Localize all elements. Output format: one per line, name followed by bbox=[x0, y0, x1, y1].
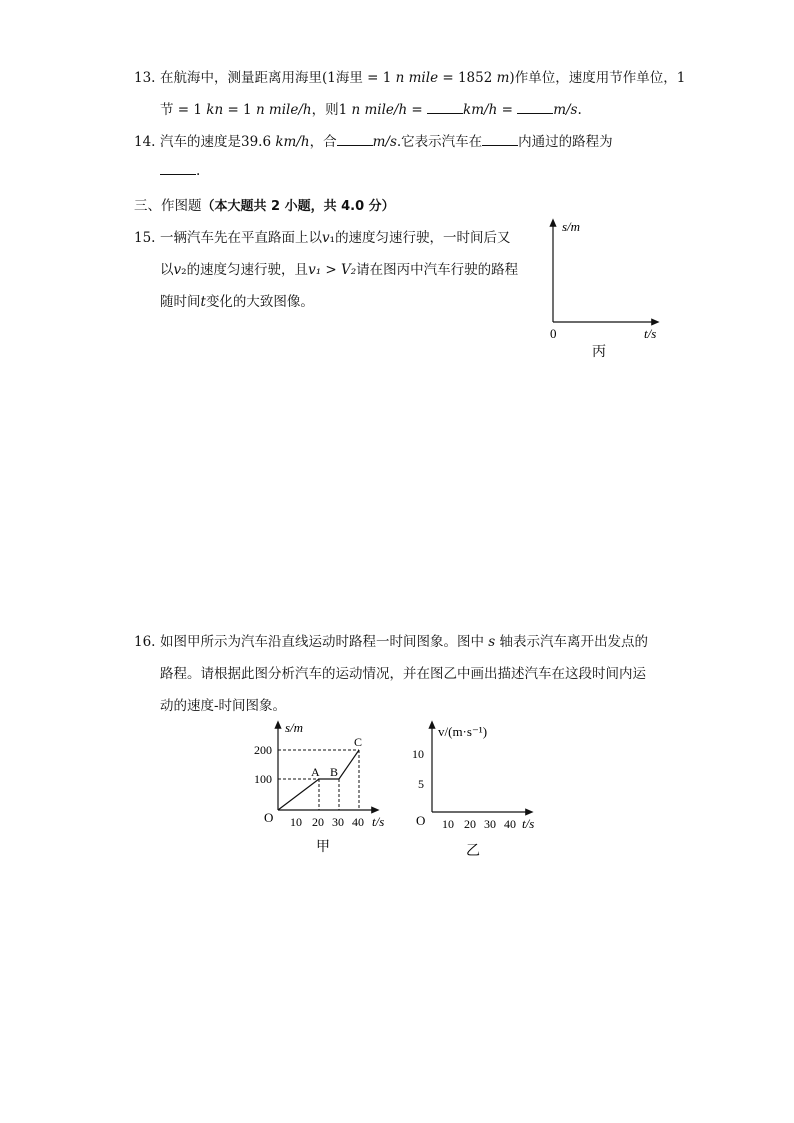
q15-text: 一辆汽车先在平直路面上以 bbox=[160, 230, 322, 246]
q13-unit: kn bbox=[206, 102, 224, 118]
q15-line1 bbox=[134, 226, 511, 246]
graph-caption: 甲 bbox=[316, 840, 330, 855]
q15-text: 请在图丙中汽车行驶的路程 bbox=[356, 262, 519, 278]
y-axis-label: s/m bbox=[562, 219, 581, 234]
point-B: B bbox=[330, 765, 339, 779]
y-tick: 10 bbox=[412, 747, 424, 761]
x-axis-label: t/s bbox=[644, 326, 657, 341]
q15-text: 的速度匀速行驶，一时间后又 bbox=[335, 230, 511, 246]
answer-blank[interactable] bbox=[337, 133, 373, 146]
q14-unit: km/h bbox=[275, 134, 310, 150]
section-info: （本大题共 2 小题，共 4.0 分） bbox=[201, 199, 395, 214]
q13-number: 13. bbox=[134, 70, 156, 86]
x-axis-label: t/s bbox=[522, 816, 535, 831]
q15-inequality: v₁ > V₂ bbox=[308, 262, 357, 278]
q14-text: ，合 bbox=[309, 134, 337, 150]
q13-text: )作单位，速度用节作单位，1 bbox=[509, 70, 686, 86]
q13-line1 bbox=[134, 66, 685, 86]
x-tick: 30 bbox=[332, 815, 344, 829]
x-tick: 20 bbox=[464, 817, 476, 831]
q13-text: = bbox=[407, 102, 428, 118]
origin-label: 0 bbox=[550, 326, 557, 341]
q14-text: .它表示汽车在 bbox=[396, 134, 483, 150]
q16-line2 bbox=[160, 662, 646, 682]
x-tick: 10 bbox=[290, 815, 302, 829]
q15-text: 随时间 bbox=[160, 294, 201, 310]
q16-line3 bbox=[160, 694, 286, 714]
graph-caption: 乙 bbox=[466, 844, 480, 859]
x-tick: 40 bbox=[352, 815, 364, 829]
x-tick: 40 bbox=[504, 817, 516, 831]
x-tick: 10 bbox=[442, 817, 454, 831]
x-axis-label: t/s bbox=[372, 814, 385, 829]
q13-unit: m/s bbox=[553, 102, 578, 118]
point-C: C bbox=[354, 735, 363, 749]
q15-text: 以 bbox=[160, 262, 174, 278]
q13-text: = bbox=[497, 102, 518, 118]
answer-blank[interactable] bbox=[160, 162, 196, 175]
q16-text: 轴表示汽车离开出发点的 bbox=[495, 634, 649, 650]
q16-text: 如图甲所示为汽车沿直线运动时路程一时间图象。图中 bbox=[160, 634, 489, 650]
q14-line2 bbox=[160, 162, 200, 179]
q15-sub: ₂ bbox=[181, 262, 187, 278]
q16-text: 动的速度-时间图象。 bbox=[160, 698, 287, 714]
q13-text: 在航海中，测量距离用海里(1海里 bbox=[160, 70, 363, 86]
y-tick: 5 bbox=[418, 777, 424, 791]
graph-caption: 丙 bbox=[592, 345, 606, 360]
q16-number: 16. bbox=[134, 634, 156, 650]
origin-label: O bbox=[416, 813, 426, 828]
answer-blank[interactable] bbox=[482, 133, 518, 146]
section-heading bbox=[134, 194, 395, 214]
y-tick: 100 bbox=[254, 772, 272, 786]
y-tick: 200 bbox=[254, 743, 272, 757]
q15-line2 bbox=[160, 258, 518, 278]
q13-text: = 1852 bbox=[438, 70, 497, 86]
answer-blank[interactable] bbox=[427, 101, 463, 114]
q15-text: 的速度匀速行驶，且 bbox=[186, 262, 309, 278]
q14-text: . bbox=[196, 163, 201, 179]
q16-text: 路程。请根据此图分析汽车的运动情况，并在图乙中画出描述汽车在这段时间内运 bbox=[160, 666, 646, 682]
q13-unit: n mile bbox=[395, 70, 439, 86]
q13-line2 bbox=[160, 98, 582, 118]
q13-text: = 1 bbox=[362, 70, 396, 86]
q13-unit: n mile/h bbox=[255, 102, 312, 118]
origin-label: O bbox=[264, 810, 274, 825]
graph-jia bbox=[252, 716, 402, 858]
q13-text: = 1 bbox=[223, 102, 256, 118]
point-A: A bbox=[311, 765, 320, 779]
graph-yi bbox=[410, 716, 550, 862]
q14-unit: m/s bbox=[372, 134, 397, 150]
q13-text: . bbox=[577, 102, 582, 118]
q14-text: 内通过的路程为 bbox=[518, 134, 613, 150]
q15-text: 变化的大致图像。 bbox=[205, 294, 314, 310]
q15-var: v bbox=[322, 230, 330, 246]
q16-var: s bbox=[488, 634, 496, 650]
x-tick: 20 bbox=[312, 815, 324, 829]
q13-unit: m bbox=[496, 70, 510, 86]
q15-number: 15. bbox=[134, 230, 156, 246]
y-axis-label: v/(m·s⁻¹) bbox=[438, 724, 488, 739]
x-tick: 30 bbox=[484, 817, 496, 831]
q15-var: v bbox=[173, 262, 182, 278]
y-axis-label: s/m bbox=[285, 720, 304, 735]
q15-line3 bbox=[160, 290, 314, 310]
q14-line1 bbox=[134, 130, 613, 150]
q16-line1 bbox=[134, 630, 648, 650]
graph-bing bbox=[540, 214, 670, 364]
q13-text: 节 = 1 bbox=[160, 102, 207, 118]
q14-text: 汽车的速度是39.6 bbox=[160, 134, 276, 150]
q13-text: ，则1 bbox=[311, 102, 352, 118]
q15-var: t bbox=[200, 294, 206, 310]
section-title: 三、作图题 bbox=[134, 198, 202, 214]
answer-blank[interactable] bbox=[517, 101, 553, 114]
q13-unit: km/h bbox=[463, 102, 498, 118]
q14-number: 14. bbox=[134, 134, 156, 150]
q15-sub: ₁ bbox=[329, 230, 336, 246]
q13-unit: n mile/h bbox=[351, 102, 408, 118]
